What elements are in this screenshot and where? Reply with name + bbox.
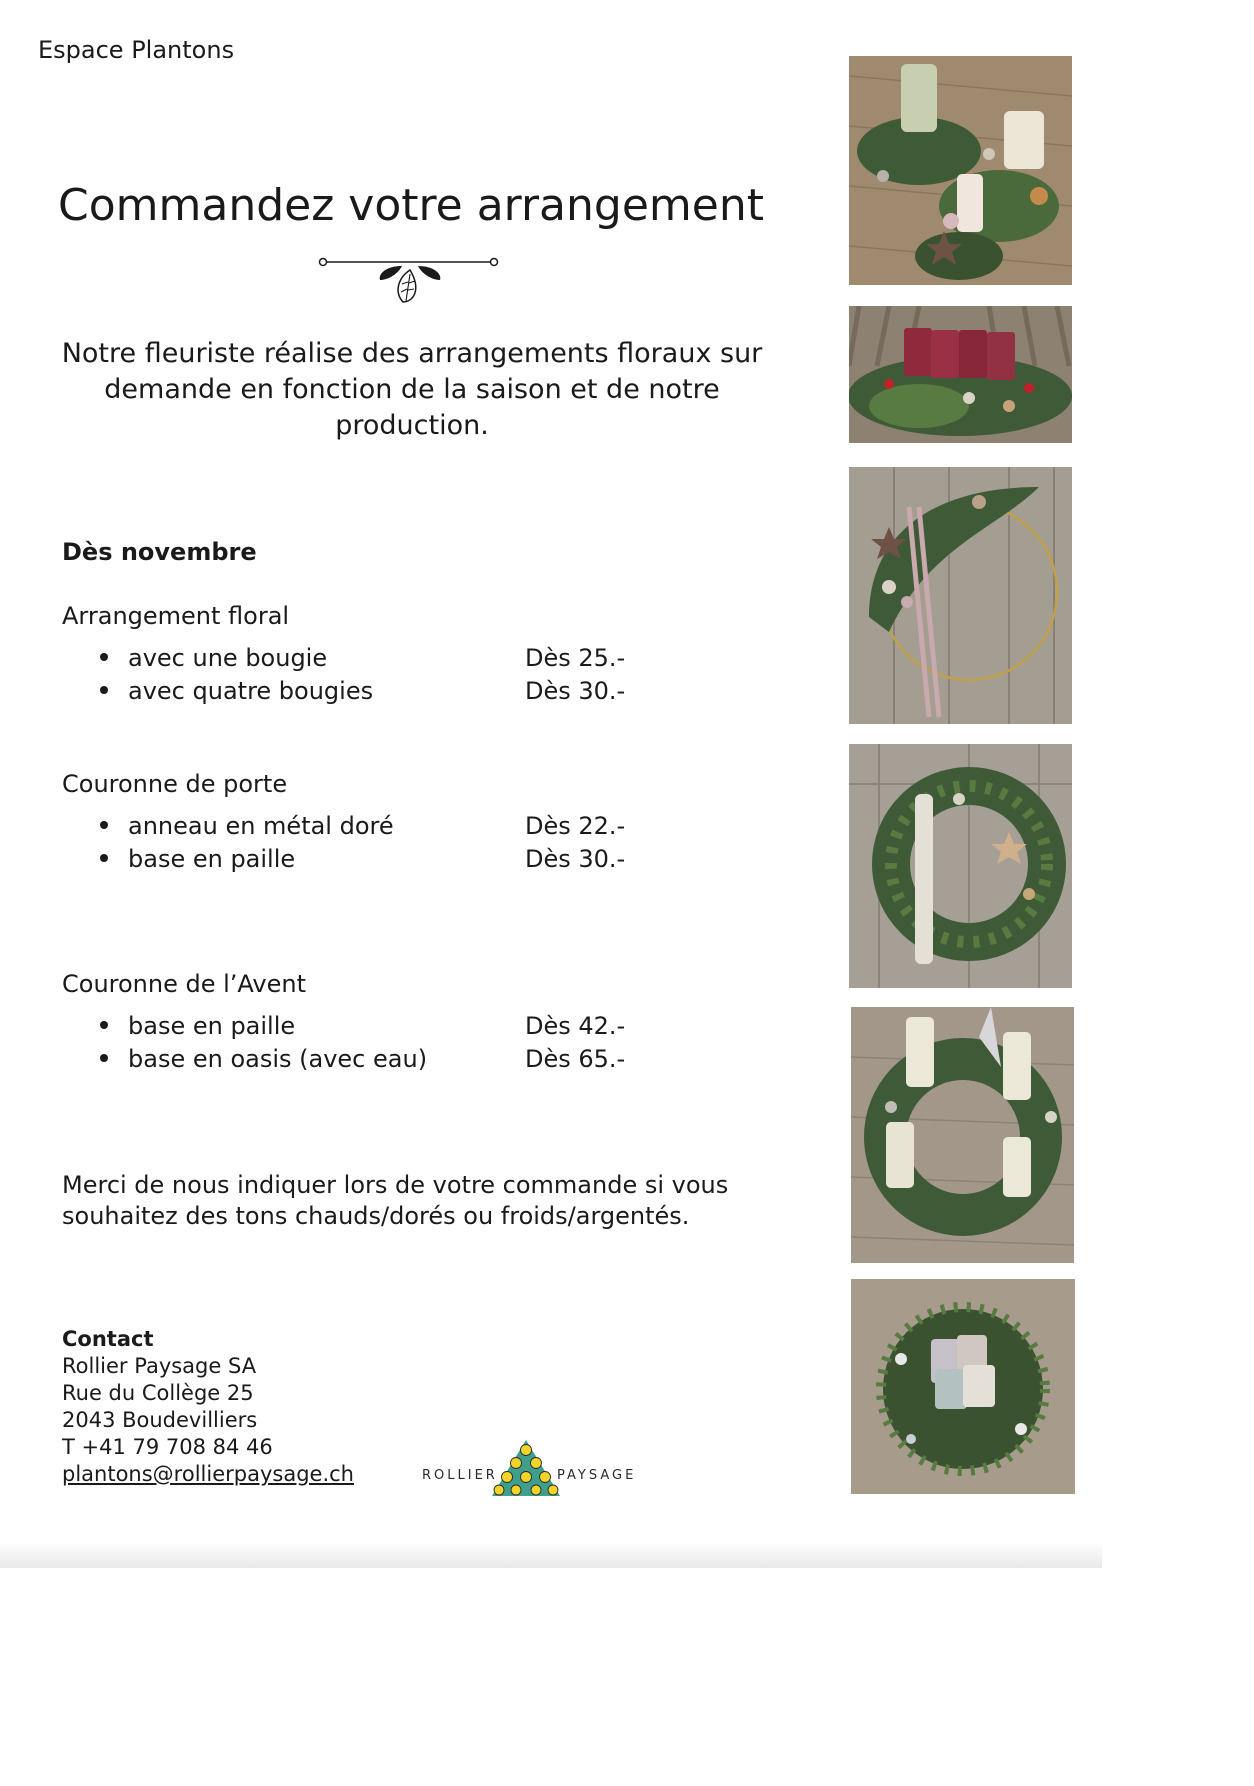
- intro-text: Notre fleuriste réalise des arrangements floraux sur demande en fonction de la saison et de notre production.: [61, 338, 763, 441]
- item-label: base en paille: [128, 1012, 296, 1040]
- page-title: Commandez votre arrangement: [58, 180, 764, 231]
- ornament-divider-icon: [318, 252, 502, 308]
- tree-logo-icon: [488, 1436, 564, 1500]
- list-item: [62, 811, 742, 844]
- contact-phone: T +41 79 708 84 46: [62, 1435, 273, 1459]
- item-price: Dès 30.-: [525, 845, 626, 873]
- item-label: base en oasis (avec eau): [128, 1045, 428, 1073]
- bullet-icon: [100, 653, 108, 661]
- list-item: [62, 1011, 742, 1044]
- list-item: [62, 844, 742, 877]
- item-label: anneau en métal doré: [128, 812, 394, 840]
- group-couronne-de-porte: [62, 769, 742, 877]
- photo-advent-wreath-pastel-candles: [851, 1279, 1075, 1494]
- order-note: Merci de nous indiquer lors de votre commande si vous souhaitez des tons chauds/dorés ou froids/argentés.: [62, 1171, 729, 1230]
- group-title: Couronne de porte: [62, 770, 288, 798]
- item-price: Dès 65.-: [525, 1045, 626, 1073]
- contact-block: [62, 1326, 354, 1488]
- bullet-icon: [100, 821, 108, 829]
- logo-word-left: ROLLIER: [422, 1468, 498, 1483]
- section-heading: Dès novembre: [62, 538, 257, 566]
- photo-door-wreath-gold-ring: [849, 467, 1072, 724]
- bullet-icon: [100, 1054, 108, 1062]
- photo-arrangement-three-candles: [849, 56, 1072, 285]
- group-title: Arrangement floral: [62, 602, 290, 630]
- group-couronne-de-l-avent: [62, 969, 742, 1077]
- item-price: Dès 30.-: [525, 677, 626, 705]
- page-bottom-shade: [0, 1542, 1102, 1568]
- contact-email-link[interactable]: plantons@rollierpaysage.ch: [62, 1462, 354, 1486]
- group-title: Couronne de l’Avent: [62, 970, 307, 998]
- list-item: [62, 676, 742, 709]
- company-logo: [420, 1436, 635, 1500]
- group-arrangement-floral: [62, 601, 742, 709]
- item-price: Dès 22.-: [525, 812, 626, 840]
- contact-company: Rollier Paysage SA: [62, 1354, 257, 1378]
- list-item: [62, 1044, 742, 1077]
- contact-title: Contact: [62, 1327, 154, 1351]
- contact-city: 2043 Boudevilliers: [62, 1408, 258, 1432]
- contact-street: Rue du Collège 25: [62, 1381, 254, 1405]
- photo-arrangement-red-candles: [849, 306, 1072, 443]
- photo-advent-wreath-white-candles: [851, 1007, 1074, 1263]
- item-label: base en paille: [128, 845, 296, 873]
- item-price: Dès 42.-: [525, 1012, 626, 1040]
- bullet-icon: [100, 686, 108, 694]
- brand-name: Espace Plantons: [38, 36, 235, 64]
- item-label: avec une bougie: [128, 644, 328, 672]
- photo-door-wreath-straw: [849, 744, 1072, 988]
- list-item: [62, 643, 742, 676]
- bullet-icon: [100, 854, 108, 862]
- bullet-icon: [100, 1021, 108, 1029]
- item-price: Dès 25.-: [525, 644, 626, 672]
- logo-word-right: PAYSAGE: [557, 1468, 637, 1483]
- item-label: avec quatre bougies: [128, 677, 374, 705]
